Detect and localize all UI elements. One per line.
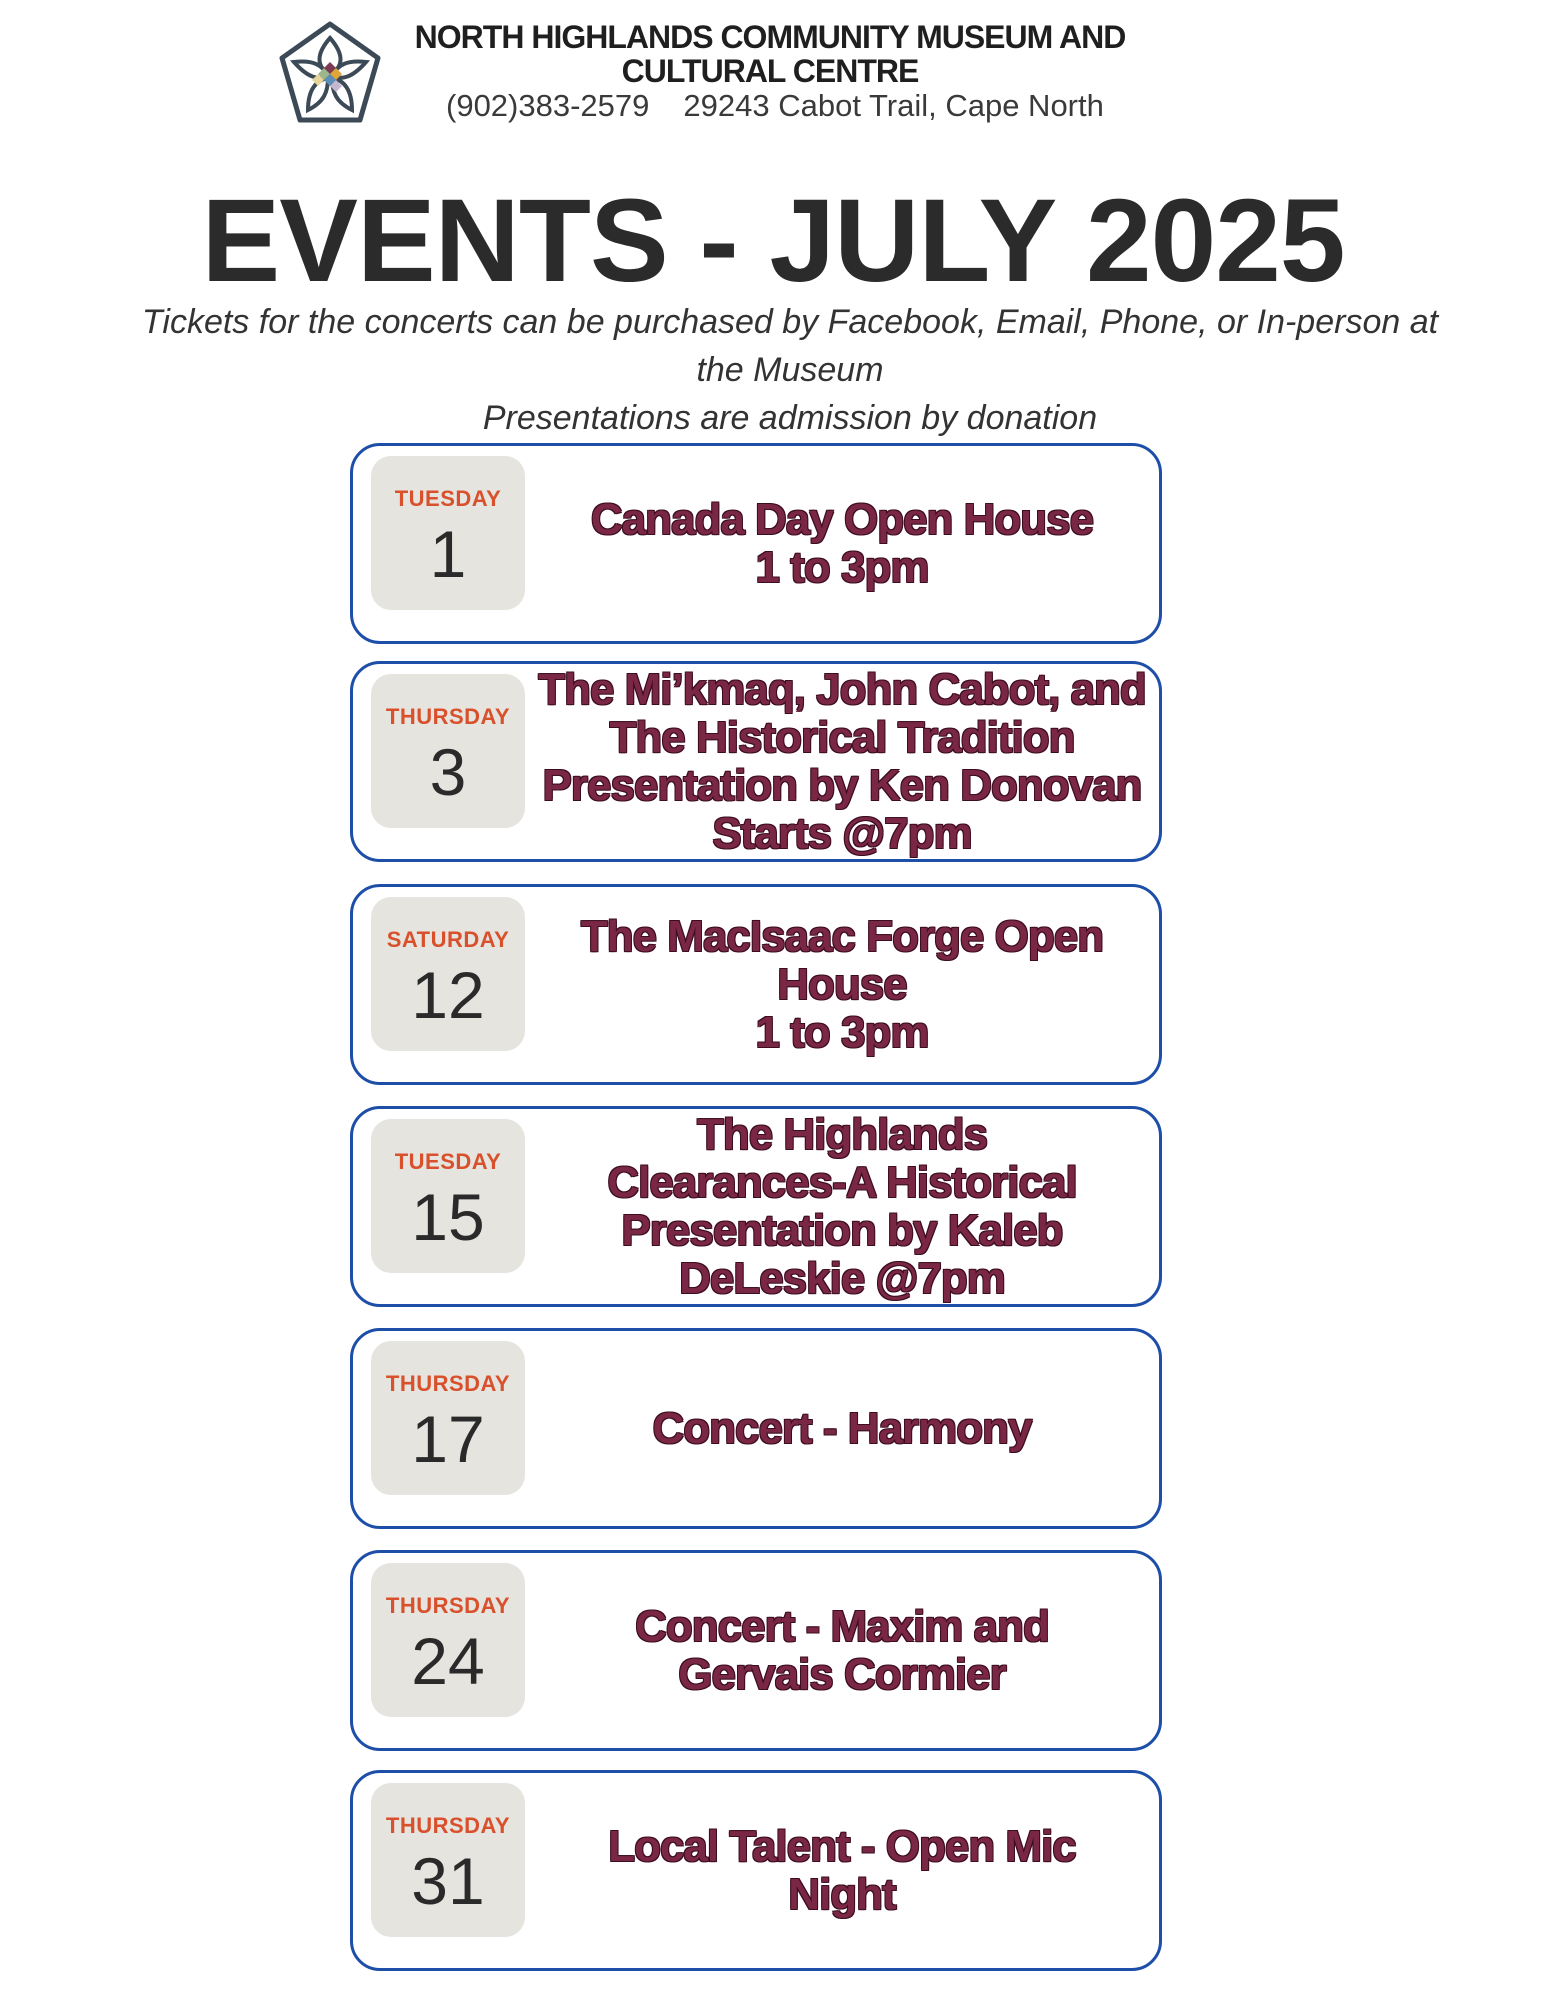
event-description-line: The Highlands (696, 1109, 988, 1159)
event-description (533, 887, 1151, 1082)
address: 29243 Cabot Trail, Cape North (683, 88, 1104, 123)
organization-name-line-2: CULTURAL CENTRE (621, 53, 919, 89)
event-description-line: House (777, 959, 907, 1009)
event-day-number: 3 (429, 735, 467, 809)
event-day-number: 12 (411, 958, 485, 1032)
date-tile (371, 674, 525, 828)
event-description-line: Night (788, 1869, 896, 1919)
contact-info (446, 88, 1166, 124)
flower-star-logo-icon (274, 18, 386, 130)
date-tile (371, 1563, 525, 1717)
date-tile (371, 1119, 525, 1273)
ticket-notes (40, 298, 1540, 442)
event-card (350, 1106, 1162, 1307)
date-tile (371, 897, 525, 1051)
date-tile (371, 1341, 525, 1495)
event-day-number: 31 (411, 1844, 485, 1918)
event-weekday: SATURDAY (386, 927, 510, 952)
event-day-number: 17 (411, 1402, 485, 1476)
event-description-line: Gervais Cormier (678, 1649, 1006, 1699)
ticket-note-line-1: Tickets for the concerts can be purchased by Facebook, Email, Phone, or In-person at (141, 303, 1439, 341)
event-description (533, 1773, 1151, 1968)
date-tile (371, 456, 525, 610)
event-description-line: Presentation by Ken Donovan (542, 760, 1142, 810)
event-card (350, 884, 1162, 1085)
header (0, 0, 1546, 140)
event-description (533, 1553, 1151, 1748)
event-description-line: 1 to 3pm (755, 542, 929, 592)
event-weekday: THURSDAY (385, 1813, 511, 1838)
organization-name-line-1: NORTH HIGHLANDS COMMUNITY MUSEUM AND (414, 19, 1126, 55)
event-description (533, 664, 1151, 859)
page-title: EVENTS - JULY 2025 (201, 175, 1345, 307)
event-description-line: Concert - Harmony (652, 1403, 1032, 1453)
event-weekday: TUESDAY (394, 486, 502, 511)
event-description (533, 1331, 1151, 1526)
event-card (350, 661, 1162, 862)
event-description (533, 446, 1151, 641)
event-card (350, 1328, 1162, 1529)
event-day-number: 24 (411, 1624, 485, 1698)
event-description-line: Concert - Maxim and (635, 1601, 1049, 1651)
date-tile (371, 1783, 525, 1937)
event-description-line: Clearances-A Historical (607, 1157, 1077, 1207)
event-description-line: The Historical Tradition (609, 712, 1075, 762)
event-description-line: DeLeskie @7pm (679, 1253, 1005, 1303)
event-card (350, 1770, 1162, 1971)
event-description-line: The MacIsaac Forge Open (580, 911, 1104, 961)
event-card (350, 1550, 1162, 1751)
organization-name (390, 20, 1150, 88)
event-day-number: 1 (429, 517, 467, 591)
event-description (533, 1109, 1151, 1304)
event-description-line: Canada Day Open House (590, 494, 1094, 544)
event-description-line: The Mi’kmaq, John Cabot, and (538, 664, 1146, 714)
event-weekday: TUESDAY (394, 1149, 502, 1174)
event-weekday: THURSDAY (385, 1593, 511, 1618)
ticket-note-line-3: Presentations are admission by donation (482, 399, 1098, 437)
event-description-line: Local Talent - Open Mic (608, 1821, 1076, 1871)
event-day-number: 15 (411, 1180, 485, 1254)
event-description-line: Presentation by Kaleb (621, 1205, 1063, 1255)
event-description-line: 1 to 3pm (755, 1007, 929, 1057)
event-weekday: THURSDAY (385, 704, 511, 729)
ticket-note-line-2: the Museum (696, 351, 884, 389)
event-weekday: THURSDAY (385, 1371, 511, 1396)
phone-number: (902)383-2579 (446, 88, 650, 123)
event-card (350, 443, 1162, 644)
event-description-line: Starts @7pm (712, 808, 972, 858)
